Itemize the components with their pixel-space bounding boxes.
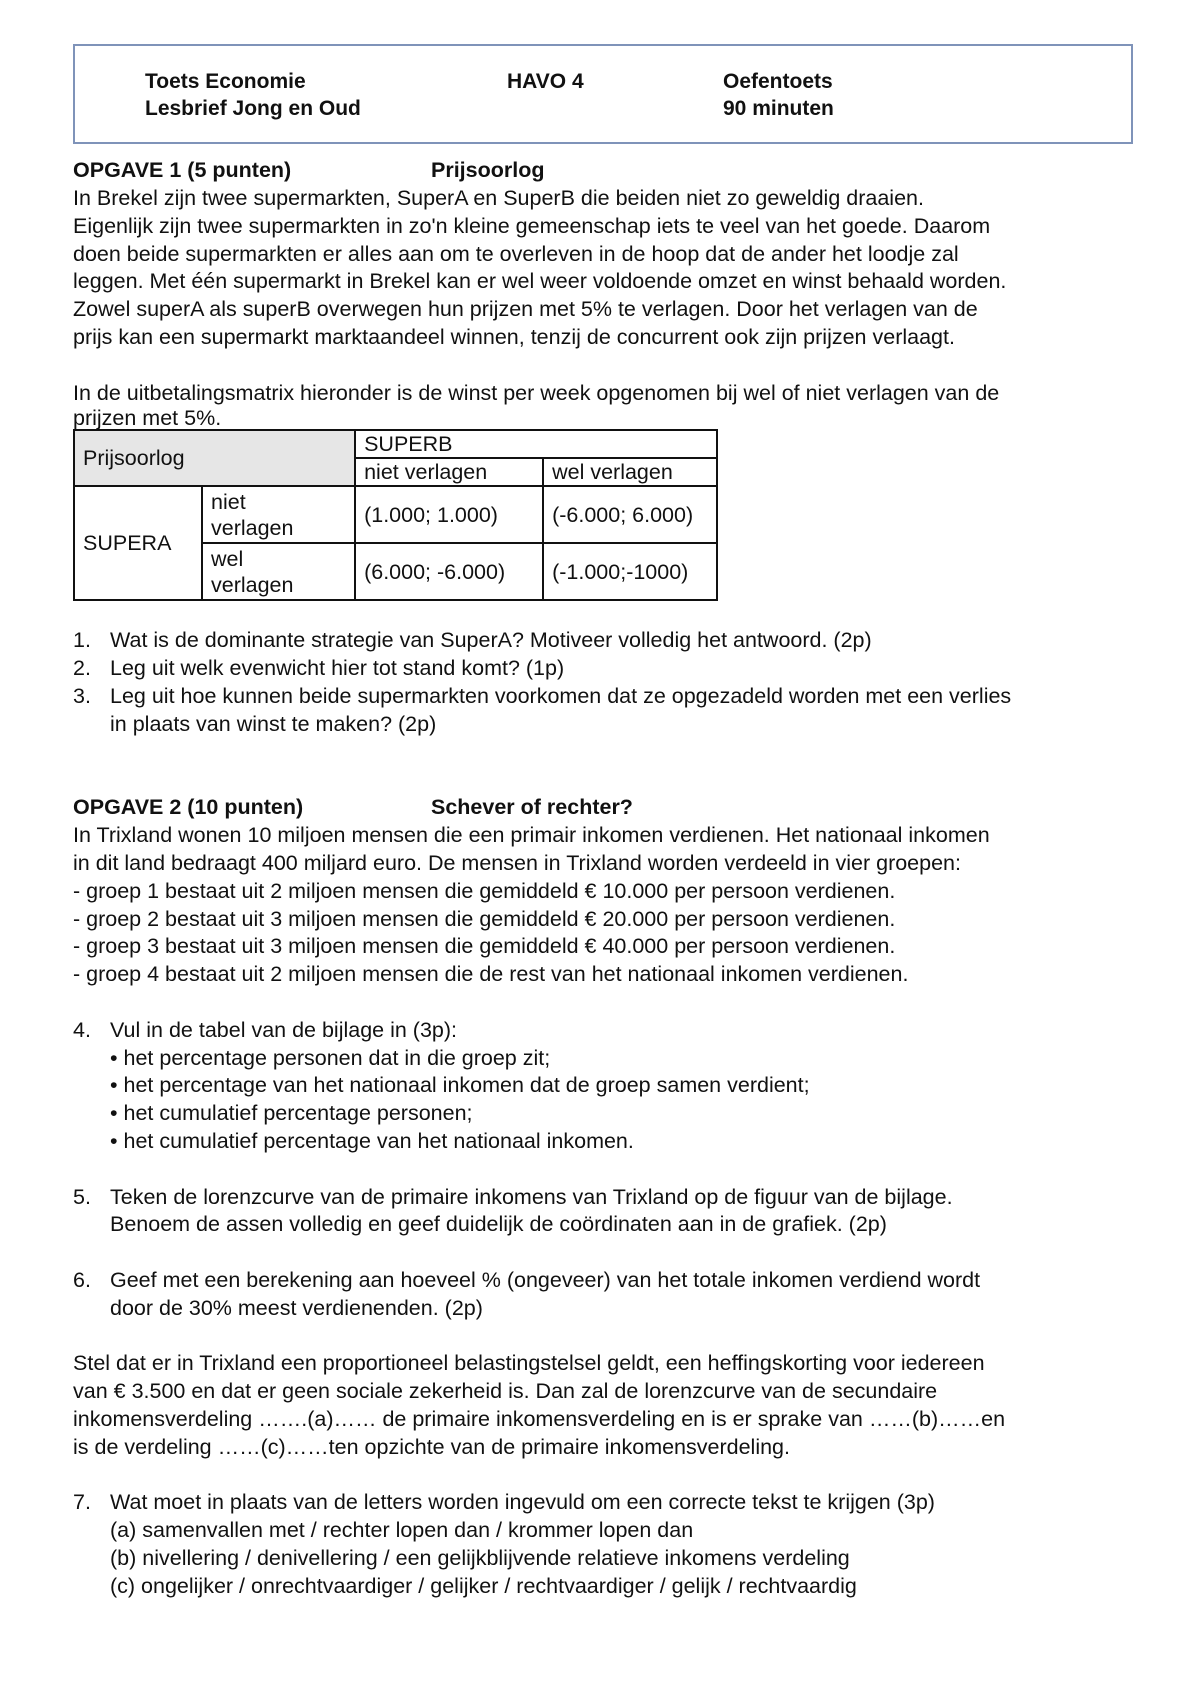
opgave2-label: OPGAVE 2 (10 punten) [73, 795, 304, 820]
matrix-row-niet-line1: niet [211, 489, 246, 514]
paragraph-line: In Brekel zijn twee supermarkten, SuperA en SuperB die beiden niet zo geweldig draaien. [73, 186, 924, 210]
question-line: Leg uit hoe kunnen beide supermarkten voorkomen dat ze opgezadeld worden met een verlies [110, 683, 1012, 708]
question-4 [73, 1017, 1133, 1156]
question-line: Benoem de assen volledig en geef duidelijk de coördinaten aan in de grafiek. (2p) [110, 1212, 887, 1237]
paragraph-line: Eigenlijk zijn twee supermarkten in zo'n kleine gemeenschap iets te veel van het goede. Daarom [73, 213, 991, 238]
matrix-row-wel-line1: wel [211, 546, 244, 571]
answer-option-b: (b) nivellering / denivellering / een gelijkblijvende relatieve inkomens verdeling [110, 1545, 850, 1570]
question-number: 1. [73, 628, 91, 653]
paragraph-line: In de uitbetalingsmatrix hieronder is de winst per week opgenomen bij wel of niet verlagen van de [73, 380, 1000, 405]
question-3 [73, 683, 1133, 739]
paragraph-line: doen beide supermarkten er alles aan om te overleven in de hoop dat de ander het loodje zal [73, 241, 959, 266]
matrix-cell-ww: (-1.000;-1000) [543, 543, 717, 600]
question-number: 6. [73, 1267, 91, 1292]
question-1 [73, 627, 1133, 655]
question-line: Geef met een berekening aan hoeveel % (ongeveer) van het totale inkomen verdiend wordt [110, 1267, 981, 1292]
paragraph-line: prijs kan een supermarkt marktaandeel winnen, tenzij de concurrent ook zijn prijzen verlaagt. [73, 324, 955, 349]
question-number: 7. [73, 1490, 91, 1515]
matrix-row-wel-line2: verlagen [211, 572, 294, 597]
question-2 [73, 655, 1133, 683]
opgave2-intro [73, 822, 1133, 989]
group-line: - groep 3 bestaat uit 3 miljoen mensen die gemiddeld € 40.000 per persoon verdienen. [73, 934, 896, 959]
paragraph-line: leggen. Met één supermarkt in Brekel kan er wel weer voldoende omzet en winst behaald worden. [73, 269, 1007, 294]
matrix-col-wel: wel verlagen [543, 458, 717, 486]
paragraph-line: inkomensverdeling …….(a)…… de primaire inkomensverdeling en is er sprake van ……(b)……en [73, 1406, 1006, 1431]
paragraph-line: Zowel superA als superB overwegen hun prijzen met 5% te verlagen. Door het verlagen van de [73, 297, 978, 322]
level-label: HAVO 4 [507, 70, 584, 93]
test-type-label: Oefentoets [723, 70, 833, 93]
group-line: - groep 4 bestaat uit 2 miljoen mensen die de rest van het nationaal inkomen verdienen. [73, 962, 909, 987]
matrix-col-player: SUPERB [355, 430, 717, 458]
matrix-row-player: SUPERA [74, 486, 202, 600]
subject-label: Toets Economie [145, 70, 306, 93]
opgave1-label: OPGAVE 1 (5 punten) [73, 158, 292, 182]
exam-header-box [73, 44, 1133, 144]
question-line: Leg uit welk evenwicht hier tot stand komt? (1p) [110, 656, 565, 681]
group-line: - groep 2 bestaat uit 3 miljoen mensen die gemiddeld € 20.000 per persoon verdienen. [73, 906, 896, 931]
bullet-item: • het cumulatief percentage personen; [110, 1101, 473, 1126]
paragraph-line: van € 3.500 en dat er geen sociale zekerheid is. Dan zal de lorenzcurve van de secundaire [73, 1379, 938, 1404]
payoff-matrix [73, 429, 718, 601]
paragraph-line: in dit land bedraagt 400 miljard euro. De mensen in Trixland worden verdeeld in vier groepen: [73, 850, 961, 875]
question-number: 3. [73, 683, 91, 708]
matrix-col-niet: niet verlagen [355, 458, 543, 486]
matrix-cell-nw: (-6.000; 6.000) [543, 486, 717, 543]
opgave1-title: Prijsoorlog [431, 158, 545, 182]
opgave1-intro [73, 185, 1133, 352]
group-line: - groep 1 bestaat uit 2 miljoen mensen die gemiddeld € 10.000 per persoon verdienen. [73, 878, 896, 903]
opgave1-heading [73, 157, 1133, 185]
matrix-row-niet [202, 486, 355, 543]
answer-option-c: (c) ongelijker / onrechtvaardiger / gelijker / rechtvaardiger / gelijk / rechtvaardig [110, 1573, 857, 1598]
paragraph-line: In Trixland wonen 10 miljoen mensen die een primair inkomen verdienen. Het nationaal inkomen [73, 823, 990, 848]
opgave2-title: Schever of rechter? [431, 795, 633, 820]
question-number: 5. [73, 1184, 91, 1209]
lesbrief-label: Lesbrief Jong en Oud [145, 97, 361, 120]
question-5 [73, 1184, 1133, 1240]
matrix-intro [73, 380, 1133, 430]
answer-option-a: (a) samenvallen met / rechter lopen dan / krommer lopen dan [110, 1518, 694, 1543]
question-line: Teken de lorenzcurve van de primaire inkomens van Trixland op de figuur van de bijlage. [110, 1184, 953, 1209]
question-line: Wat is de dominante strategie van SuperA? Motiveer volledig het antwoord. (2p) [110, 628, 872, 653]
stel-paragraph [73, 1350, 1133, 1461]
paragraph-line: prijzen met 5%. [73, 406, 222, 431]
opgave2-heading [73, 794, 1133, 822]
duration-label: 90 minuten [723, 97, 834, 120]
question-number: 4. [73, 1017, 91, 1042]
exam-page [73, 44, 1133, 1600]
matrix-row-niet-line2: verlagen [211, 515, 294, 540]
question-line: in plaats van winst te maken? (2p) [110, 711, 437, 736]
paragraph-line: is de verdeling ……(c)……ten opzichte van de primaire inkomensverdeling. [73, 1434, 790, 1459]
bullet-item: • het percentage personen dat in die groep zit; [110, 1045, 551, 1070]
paragraph-line: Stel dat er in Trixland een proportioneel belastingstelsel geldt, een heffingskorting voor iedereen [73, 1351, 985, 1376]
matrix-corner: Prijsoorlog [74, 430, 355, 486]
bullet-item: • het cumulatief percentage van het nationaal inkomen. [110, 1128, 634, 1153]
matrix-cell-wn: (6.000; -6.000) [355, 543, 543, 600]
question-7 [73, 1489, 1133, 1600]
question-line: Vul in de tabel van de bijlage in (3p): [110, 1017, 458, 1042]
question-number: 2. [73, 656, 91, 681]
bullet-item: • het percentage van het nationaal inkomen dat de groep samen verdient; [110, 1073, 810, 1098]
matrix-row-wel [202, 543, 355, 600]
matrix-cell-nn: (1.000; 1.000) [355, 486, 543, 543]
question-line: Wat moet in plaats van de letters worden ingevuld om een correcte tekst te krijgen (3p) [110, 1490, 935, 1515]
opgave1-questions [73, 627, 1133, 738]
question-6 [73, 1267, 1133, 1323]
question-line: door de 30% meest verdienenden. (2p) [110, 1295, 483, 1320]
